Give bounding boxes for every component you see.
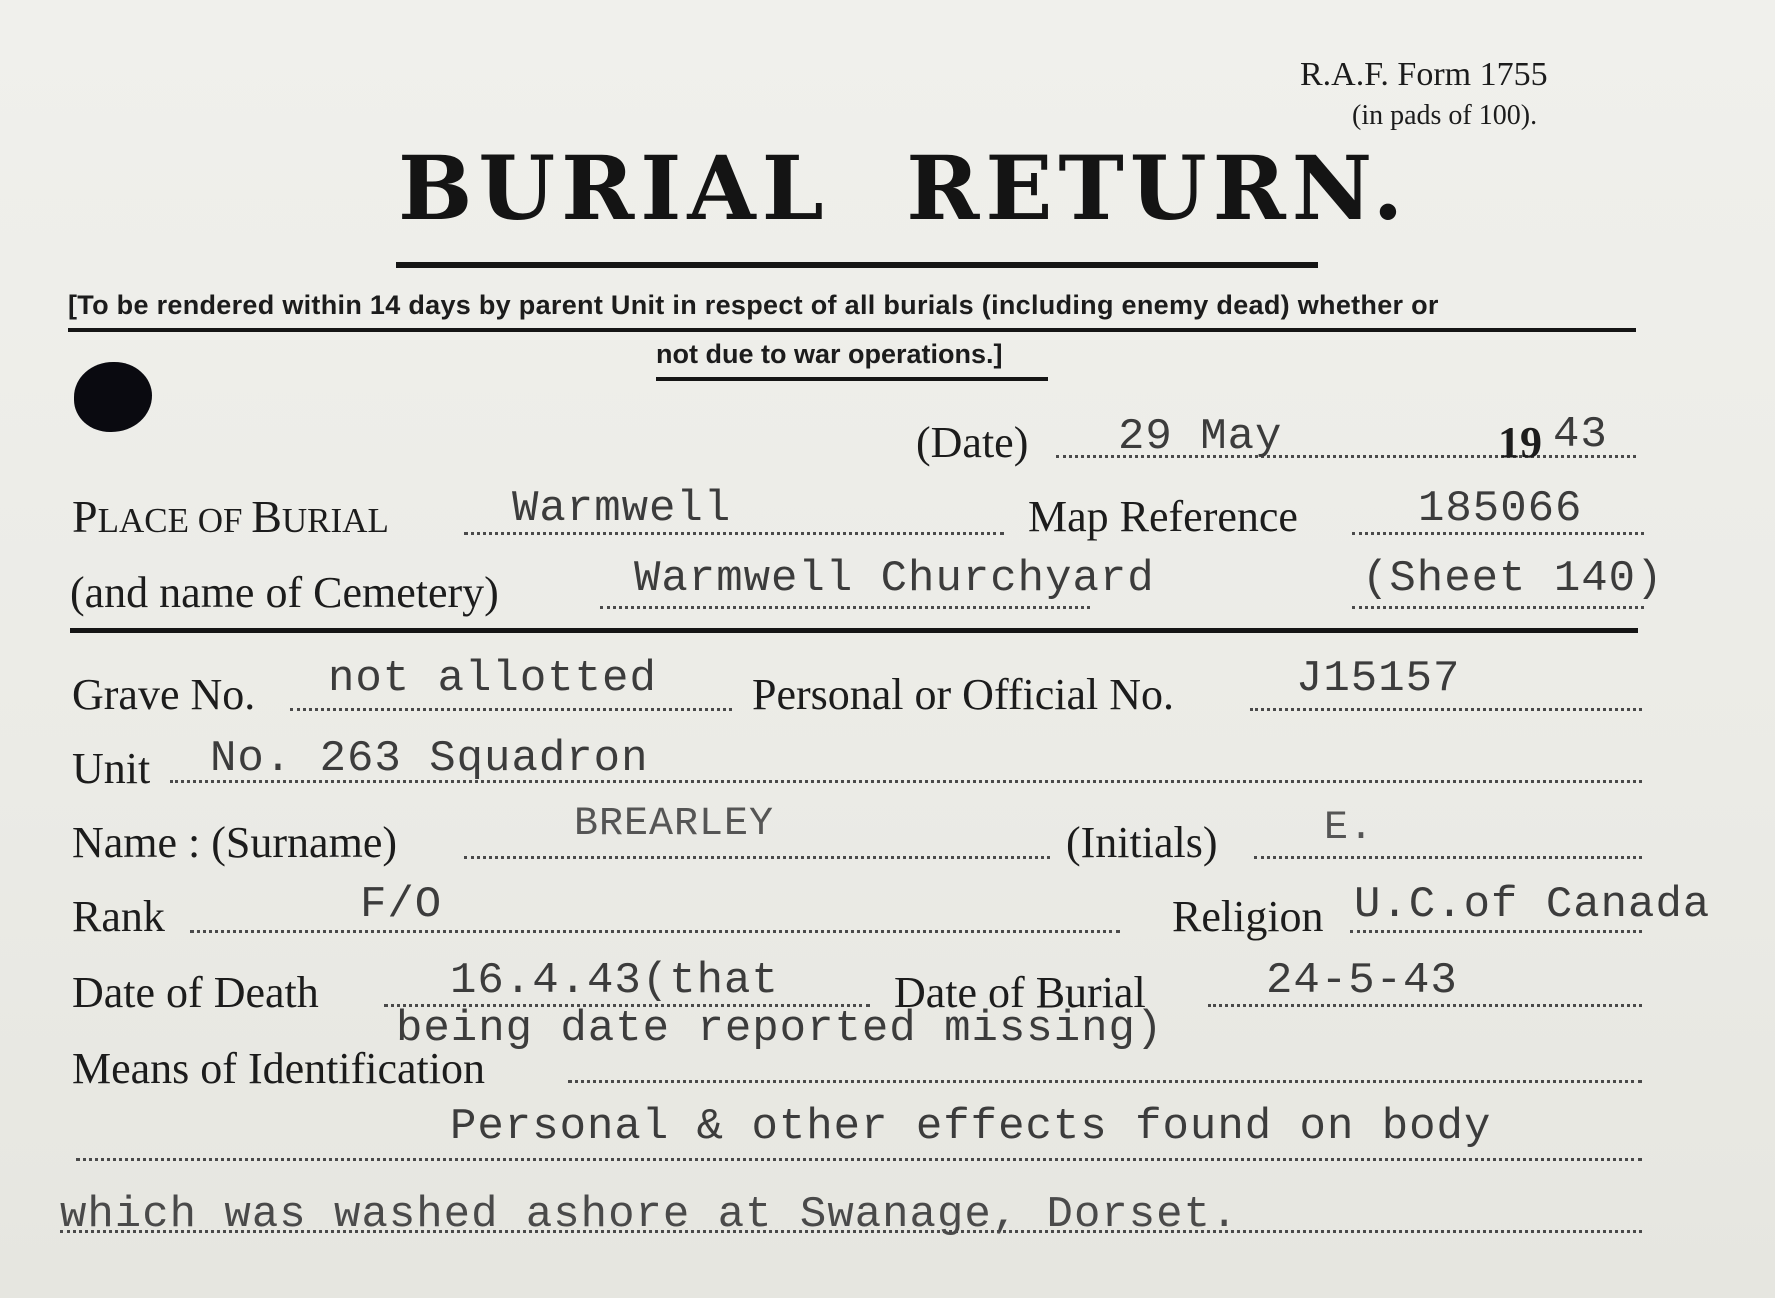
date-value: 29 May — [1118, 412, 1283, 462]
map-reference-label: Map Reference — [1028, 492, 1298, 541]
initials-label: (Initials) — [1066, 818, 1218, 867]
grave-no-label: Grave No. — [72, 670, 256, 719]
date-of-death-label: Date of Death — [72, 968, 319, 1017]
punch-hole — [74, 362, 152, 432]
year-value: 43 — [1553, 410, 1608, 460]
cemetery-value: Warmwell Churchyard — [634, 554, 1155, 604]
date-of-burial-label: Date of Burial — [894, 968, 1146, 1017]
rank-label: Rank — [72, 892, 165, 941]
surname-value: BREARLEY — [574, 802, 775, 847]
form-title: BURIAL RETURN. — [398, 136, 1410, 240]
religion-label: Religion — [1172, 892, 1324, 941]
surname-line — [464, 856, 1050, 859]
identification-line-0 — [568, 1080, 1642, 1083]
year-prefix: 19 — [1498, 418, 1542, 467]
identification-value-1: Personal & other effects found on body — [450, 1102, 1492, 1152]
date-of-death-value: 16.4.43(that — [450, 956, 779, 1006]
instruction-line-1: [To be rendered within 14 days by parent Unit in respect of all burials (including enemy dead) whether or — [68, 290, 1439, 320]
official-no-label: Personal or Official No. — [752, 670, 1174, 719]
sheet-line — [1352, 606, 1644, 609]
instruction-underline-2 — [656, 377, 1048, 381]
section-divider — [70, 628, 1638, 633]
place-of-burial-value: Warmwell — [512, 484, 732, 534]
date-of-death-continuation: being date reported missing) — [396, 1004, 1164, 1054]
identification-value-2: which was washed ashore at Swanage, Dorset. — [60, 1190, 1239, 1240]
pads-note: (in pads of 100). — [1352, 100, 1538, 131]
instruction-underline-1 — [68, 328, 1636, 332]
grave-no-value: not allotted — [328, 654, 657, 704]
official-no-line — [1250, 708, 1642, 711]
cemetery-line — [600, 606, 1090, 609]
identification-label: Means of Identification — [72, 1044, 485, 1093]
unit-value: No. 263 Squadron — [210, 734, 649, 784]
religion-value: U.C.of Canada — [1354, 880, 1711, 930]
rank-line — [190, 930, 1120, 933]
form-number: R.A.F. Form 1755 — [1300, 56, 1548, 93]
cemetery-label: (and name of Cemetery) — [70, 568, 499, 617]
sheet-value: (Sheet 140) — [1362, 554, 1664, 604]
identification-line-1 — [76, 1158, 1642, 1161]
place-of-burial-label: PLACE OF BURIAL — [72, 491, 389, 542]
map-reference-value: 185066 — [1418, 484, 1583, 534]
rank-value: F/O — [360, 880, 443, 930]
official-no-value: J15157 — [1296, 654, 1461, 704]
initials-line — [1254, 856, 1642, 859]
surname-label: Name : (Surname) — [72, 818, 397, 867]
grave-no-line — [290, 708, 732, 711]
date-of-burial-value: 24-5-43 — [1266, 956, 1458, 1006]
religion-line — [1350, 930, 1642, 933]
instruction-line-2: not due to war operations.] — [656, 339, 1003, 369]
initials-value: E. — [1324, 806, 1375, 851]
date-label: (Date) — [916, 418, 1029, 467]
title-underline — [396, 262, 1318, 268]
unit-label: Unit — [72, 744, 151, 793]
